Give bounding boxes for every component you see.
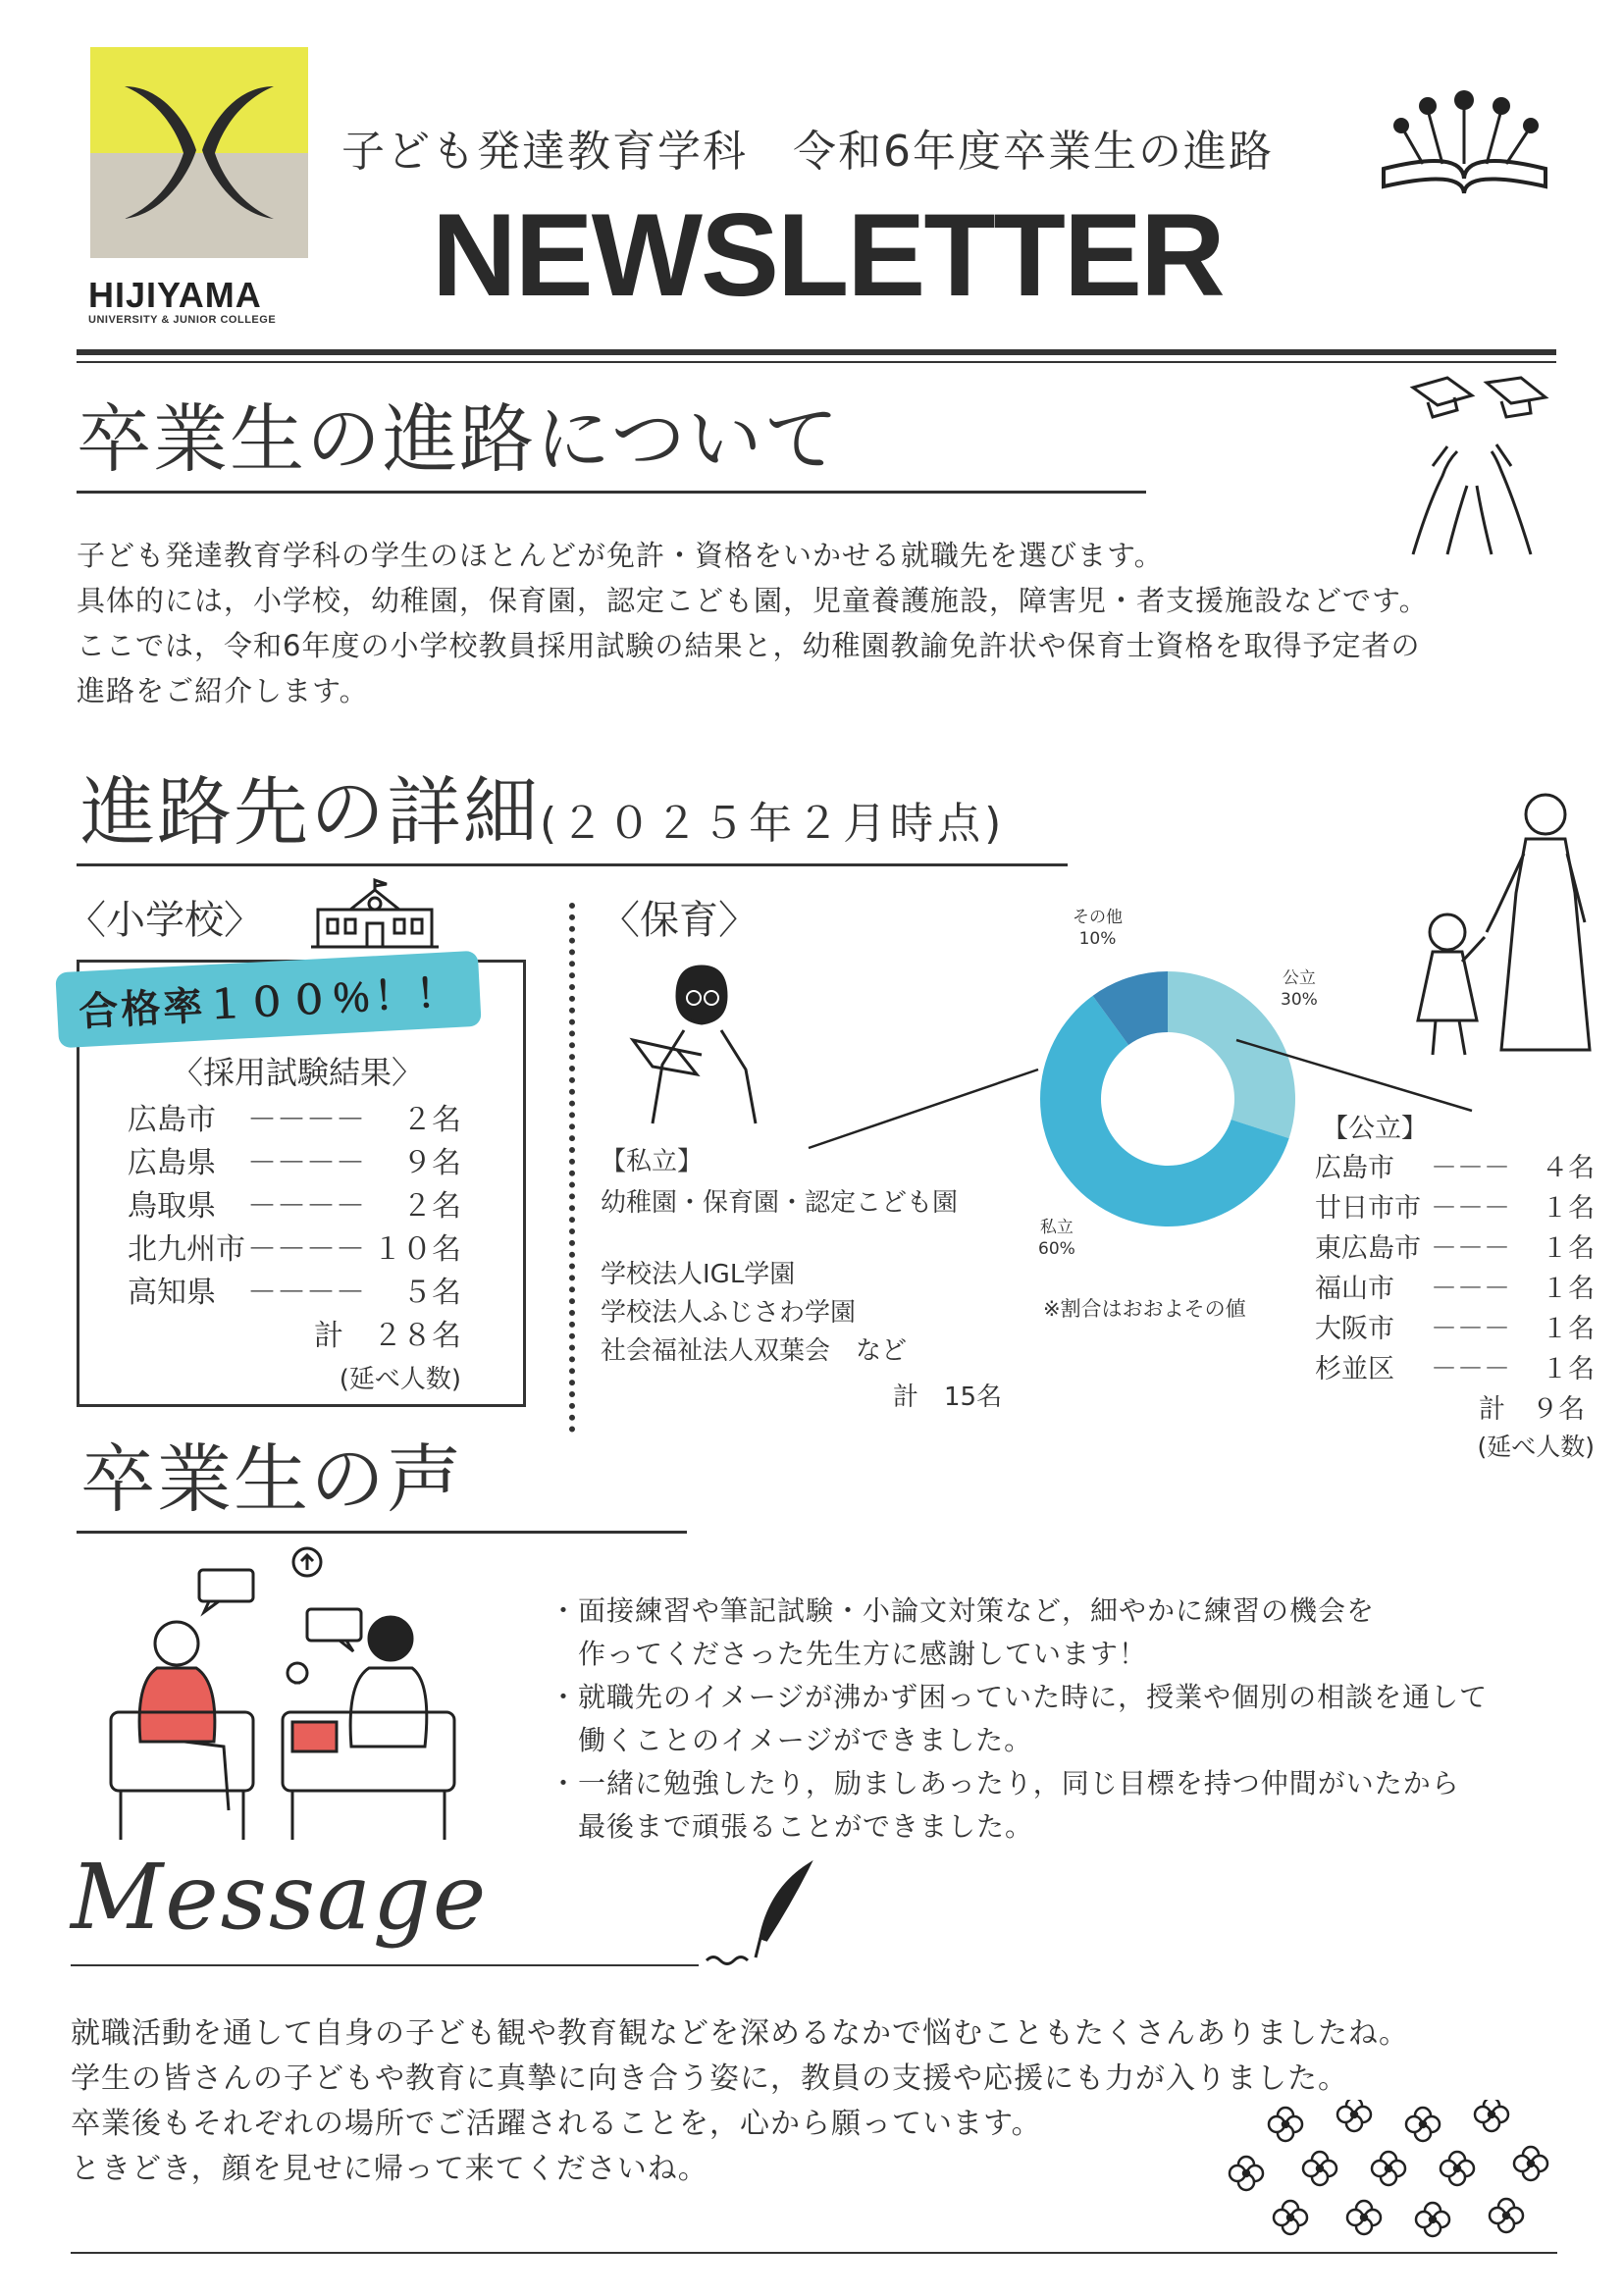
- public-row: [1315, 1309, 1595, 1349]
- result-total: 計 ２８名: [314, 1319, 461, 1353]
- section-underline: [77, 491, 1146, 494]
- result-note: (延べ人数): [339, 1365, 461, 1394]
- leader-line-public: [1236, 1040, 1472, 1111]
- public-dash: －－－: [1431, 1354, 1510, 1384]
- university-logo: [90, 47, 308, 258]
- message-script-title: Message: [71, 1845, 489, 1950]
- public-city: 福山市: [1315, 1274, 1394, 1304]
- result-city: 広島県: [128, 1146, 216, 1180]
- flower-book-icon: [1374, 71, 1555, 198]
- private-orgs: [601, 1256, 907, 1371]
- private-org: 社会福祉法人双葉会 など: [601, 1336, 908, 1366]
- message-line: 就職活動を通して自身の子ども観や教育観などを深めるなかで悩むこともたくさんありましたね。: [71, 2016, 1409, 2051]
- logo-name: HIJIYAMA: [88, 275, 262, 315]
- header-rule-thin: [77, 361, 1556, 363]
- elementary-title: 〈小学校〉: [67, 898, 263, 943]
- pie-label-value: 10%: [1078, 929, 1117, 949]
- section-heading-voices: 卒業生の声: [80, 1435, 463, 1523]
- private-types: 幼稚園・保育園・認定こども園: [601, 1188, 959, 1218]
- public-dash: －－－: [1431, 1153, 1510, 1183]
- public-dash: －－－: [1431, 1274, 1510, 1304]
- result-dash: －－－－: [247, 1146, 365, 1180]
- intro-line: 進路をご紹介します。: [77, 674, 369, 707]
- public-city: 杉並区: [1315, 1354, 1394, 1384]
- logo-mark-icon: [90, 47, 308, 258]
- pie-label-other: [1073, 907, 1123, 950]
- elementary-results-list: [128, 1099, 461, 1401]
- message-underline: [71, 1964, 699, 1966]
- pie-label-value: 60%: [1038, 1239, 1075, 1259]
- pass-rate-badge: 合格率１００％！！: [55, 951, 481, 1048]
- result-count: ９名: [402, 1146, 461, 1180]
- intro-line: 具体的には，小学校，幼稚園，保育園，認定こども園，児童養護施設，障害児・者支援施設などです。: [77, 584, 1429, 617]
- section-heading-career: 卒業生の進路について: [77, 395, 841, 483]
- newsletter-title: NEWSLETTER: [432, 189, 1224, 321]
- chart-note: ※割合はおおよその値: [1043, 1297, 1246, 1321]
- message-body: [71, 2011, 1409, 2192]
- intro-line: 子ども発達教育学科の学生のほとんどが免許・資格をいかせる就職先を選びます。: [77, 539, 1164, 572]
- footer-rule: [71, 2252, 1557, 2254]
- public-row: [1315, 1269, 1595, 1309]
- message-line: 卒業後もそれぞれの場所でご活躍されることを，心から願っています。: [71, 2107, 1042, 2141]
- pie-label-public: [1281, 967, 1318, 1011]
- pie-label-text: 公立: [1282, 968, 1316, 988]
- childcare-title: 〈保育〉: [601, 898, 758, 943]
- quill-pen-icon: [702, 1859, 829, 1972]
- public-heading: 【公立】: [1322, 1114, 1428, 1144]
- voice-line: 作ってくださった先生方に感謝しています！: [550, 1638, 1148, 1670]
- exam-results-subtitle: 〈採用試験結果〉: [172, 1054, 424, 1091]
- result-city: 高知県: [128, 1276, 216, 1310]
- result-dash: －－－－: [247, 1189, 365, 1224]
- message-line: ときどき，顔を見せに帰って来てくださいね。: [71, 2152, 708, 2186]
- pie-label-private: [1038, 1217, 1075, 1260]
- logo-subtitle: UNIVERSITY & JUNIOR COLLEGE: [88, 314, 277, 326]
- public-city: 広島市: [1315, 1153, 1394, 1183]
- public-dash: －－－: [1431, 1193, 1510, 1224]
- header-title: 子ども発達教育学科 令和6年度卒業生の進路: [341, 127, 1274, 177]
- reading-woman-icon: [623, 957, 780, 1128]
- section-underline: [77, 863, 1068, 866]
- private-org: 学校法人IGL学園: [601, 1260, 796, 1289]
- result-dash: －－－－: [247, 1276, 365, 1310]
- result-city: 鳥取県: [128, 1189, 216, 1224]
- public-count: １名: [1542, 1354, 1595, 1384]
- intro-line: ここでは，令和6年度の小学校教員採用試験の結果と，幼稚園教諭免許状や保育士資格を取得予定者の: [77, 629, 1421, 662]
- section-underline: [77, 1531, 687, 1534]
- public-count: ４名: [1542, 1153, 1595, 1183]
- private-org: 学校法人ふじさわ学園: [601, 1298, 857, 1328]
- result-city: 広島市: [128, 1103, 216, 1137]
- public-dash: －－－: [1431, 1233, 1510, 1264]
- voice-line: 働くことのイメージができました。: [550, 1724, 1033, 1756]
- public-row: [1315, 1228, 1595, 1269]
- result-dash: －－－－: [247, 1103, 365, 1137]
- message-line: 学生の皆さんの子どもや教育に真摯に向き合う姿に，教員の支援や応援にも力が入りました。: [71, 2061, 1348, 2096]
- public-note: (延べ人数): [1477, 1433, 1595, 1461]
- header-rule: [77, 349, 1556, 355]
- public-city: 東広島市: [1315, 1233, 1421, 1264]
- private-total: 計 15名: [893, 1383, 1003, 1412]
- public-row: [1315, 1349, 1595, 1389]
- voice-line: ・面接練習や筆記試験・小論文対策など，細やかに練習の機会を: [550, 1594, 1376, 1627]
- result-dash: －－－－: [247, 1232, 365, 1267]
- result-row: [128, 1185, 461, 1228]
- result-count: ２名: [402, 1189, 461, 1224]
- public-row: [1315, 1188, 1595, 1228]
- flower-pattern-icon: [1217, 2100, 1560, 2247]
- intro-paragraph: [77, 533, 1429, 713]
- leader-line-private: [809, 1070, 1038, 1148]
- public-dash: －－－: [1431, 1314, 1510, 1344]
- result-row: [128, 1142, 461, 1185]
- public-list: [1315, 1148, 1595, 1465]
- public-total: 計 ９名: [1479, 1394, 1585, 1425]
- details-heading-text: 進路先の詳細: [80, 768, 540, 856]
- pie-label-value: 30%: [1281, 990, 1318, 1010]
- public-city: 廿日市市: [1315, 1193, 1421, 1224]
- result-count: １０名: [373, 1232, 461, 1267]
- conversation-illustration-icon: [106, 1545, 469, 1845]
- section-heading-details: [80, 768, 1006, 856]
- graduate-voices: [550, 1590, 1488, 1849]
- result-row: [128, 1272, 461, 1315]
- public-count: １名: [1542, 1233, 1595, 1264]
- public-city: 大阪市: [1315, 1314, 1394, 1344]
- voice-line: ・一緒に勉強したり，励ましあったり，同じ目標を持つ仲間がいたから: [550, 1767, 1460, 1800]
- details-heading-date: (２０２５年２月時点): [540, 799, 1006, 849]
- public-count: １名: [1542, 1193, 1595, 1224]
- public-count: １名: [1542, 1274, 1595, 1304]
- school-building-icon: [306, 878, 444, 952]
- public-row: [1315, 1148, 1595, 1188]
- public-count: １名: [1542, 1314, 1595, 1344]
- voice-line: 最後まで頑張ることができました。: [550, 1810, 1034, 1843]
- voice-line: ・就職先のイメージが沸かず困っていた時に，授業や個別の相談を通して: [550, 1681, 1489, 1713]
- pie-label-text: 私立: [1039, 1218, 1074, 1237]
- result-city: 北九州市: [128, 1232, 245, 1267]
- result-count: ２名: [402, 1103, 461, 1137]
- column-divider: [569, 903, 575, 1433]
- private-heading: 【私立】: [601, 1147, 704, 1176]
- result-row: [128, 1099, 461, 1142]
- result-count: ５名: [402, 1276, 461, 1310]
- pie-label-text: その他: [1073, 908, 1123, 927]
- result-row: [128, 1228, 461, 1272]
